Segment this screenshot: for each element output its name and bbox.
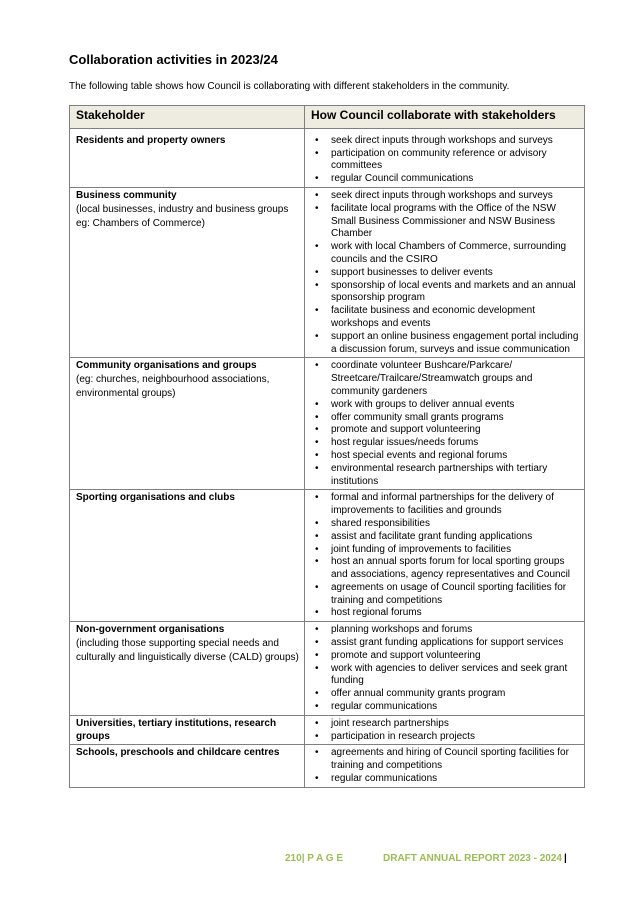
list-item: • regular communications [311,701,579,714]
list-item: • offer community small grants programs [311,412,579,425]
page-word: | P A G E [301,853,344,864]
stakeholder-name: Community organisations and groups [76,360,257,372]
list-item: • sponsorship of local events and markets and an annual sponsorship program [311,280,579,306]
stakeholder-description: (including those supporting special needs and culturally and linguistically diverse (CALD) groups) [76,638,299,664]
collaboration-table [69,105,585,788]
list-item: • shared responsibilities [311,518,579,531]
report-title: DRAFT ANNUAL REPORT 2023 - 2024 [383,853,562,864]
activities-list [311,747,579,785]
list-item: • host regular issues/needs forums [311,437,579,450]
stakeholder-cell [70,622,305,716]
stakeholder-description: (eg: churches, neighbourhood associations, environmental groups) [76,374,270,400]
stakeholder-cell [70,490,305,622]
stakeholder-name: Non-government organisations [76,624,225,636]
activities-list [311,718,579,744]
list-item: • assist grant funding applications for support services [311,637,579,650]
list-item: • support an online business engagement portal including a discussion forum, surveys and issue communication [311,331,579,357]
table-row [70,745,585,787]
table-row [70,187,585,357]
list-item: • work with groups to deliver annual events [311,399,579,412]
stakeholder-cell [70,715,305,745]
list-item: • agreements on usage of Council sporting facilities for training and competitions [311,582,579,608]
activities-cell [305,490,585,622]
list-item: • work with agencies to deliver services and seek grant funding [311,663,579,689]
footer-divider: | [563,853,567,864]
list-item: • offer annual community grants program [311,688,579,701]
list-item: • formal and informal partnerships for the delivery of improvements to facilities and grounds [311,492,579,518]
activities-list [311,624,579,714]
list-item: • seek direct inputs through workshops and surveys [311,190,579,203]
list-item: • assist and facilitate grant funding applications [311,531,579,544]
list-item: • participation in research projects [311,731,579,744]
page-footer [285,853,567,864]
list-item: • facilitate local programs with the Office of the NSW Small Business Commissioner and NSW Business Chamber [311,203,579,241]
header-collaboration: How Council collaborate with stakeholders [305,106,585,129]
activities-list [311,492,579,620]
stakeholder-name: Business community [76,189,177,201]
list-item: • joint funding of improvements to facilities [311,544,579,557]
table-row [70,128,585,187]
activities-cell [305,715,585,745]
stakeholder-cell [70,128,305,187]
list-item: • host regional forums [311,607,579,620]
activities-list [311,135,579,186]
list-item: • regular Council communications [311,173,579,186]
page-heading: Collaboration activities in 2023/24 [69,52,278,67]
list-item: • facilitate business and economic development workshops and events [311,305,579,331]
list-item: • promote and support volunteering [311,650,579,663]
stakeholder-name: Residents and property owners [76,134,226,146]
stakeholder-cell [70,358,305,490]
stakeholder-name: Sporting organisations and clubs [76,492,235,504]
list-item: • environmental research partnerships with tertiary institutions [311,463,579,489]
stakeholder-cell [70,187,305,357]
table-row [70,490,585,622]
list-item: • coordinate volunteer Bushcare/Parkcare/ Streetcare/Trailcare/Streamwatch groups and community gardeners [311,360,579,398]
list-item: • host special events and regional forums [311,450,579,463]
table-row [70,622,585,716]
list-item: • seek direct inputs through workshops and surveys [311,135,579,148]
stakeholder-name: Schools, preschools and childcare centres [76,747,280,759]
list-item: • support businesses to deliver events [311,267,579,280]
table-body [70,128,585,787]
activities-list [311,360,579,488]
intro-text: The following table shows how Council is collaborating with different stakeholders in the community. [69,81,510,92]
list-item: • joint research partnerships [311,718,579,731]
list-item: • participation on community reference or advisory committees [311,148,579,174]
list-item: • promote and support volunteering [311,424,579,437]
stakeholder-cell [70,745,305,787]
table-row [70,715,585,745]
table-header-row [70,106,585,129]
table-row [70,358,585,490]
list-item: • agreements and hiring of Council sporting facilities for training and competitions [311,747,579,773]
activities-cell [305,745,585,787]
activities-list [311,190,579,356]
activities-cell [305,187,585,357]
header-stakeholder: Stakeholder [70,106,305,129]
stakeholder-description: (local businesses, industry and business groups eg: Chambers of Commerce) [76,203,289,229]
list-item: • regular communications [311,773,579,786]
list-item: • work with local Chambers of Commerce, surrounding councils and the CSIRO [311,241,579,267]
list-item: • planning workshops and forums [311,624,579,637]
activities-cell [305,128,585,187]
activities-cell [305,358,585,490]
list-item: • host an annual sports forum for local sporting groups and associations, agency representatives and Council [311,556,579,582]
stakeholder-name: Universities, tertiary institutions, research groups [76,717,277,742]
page-number: 210 [285,853,302,864]
activities-cell [305,622,585,716]
